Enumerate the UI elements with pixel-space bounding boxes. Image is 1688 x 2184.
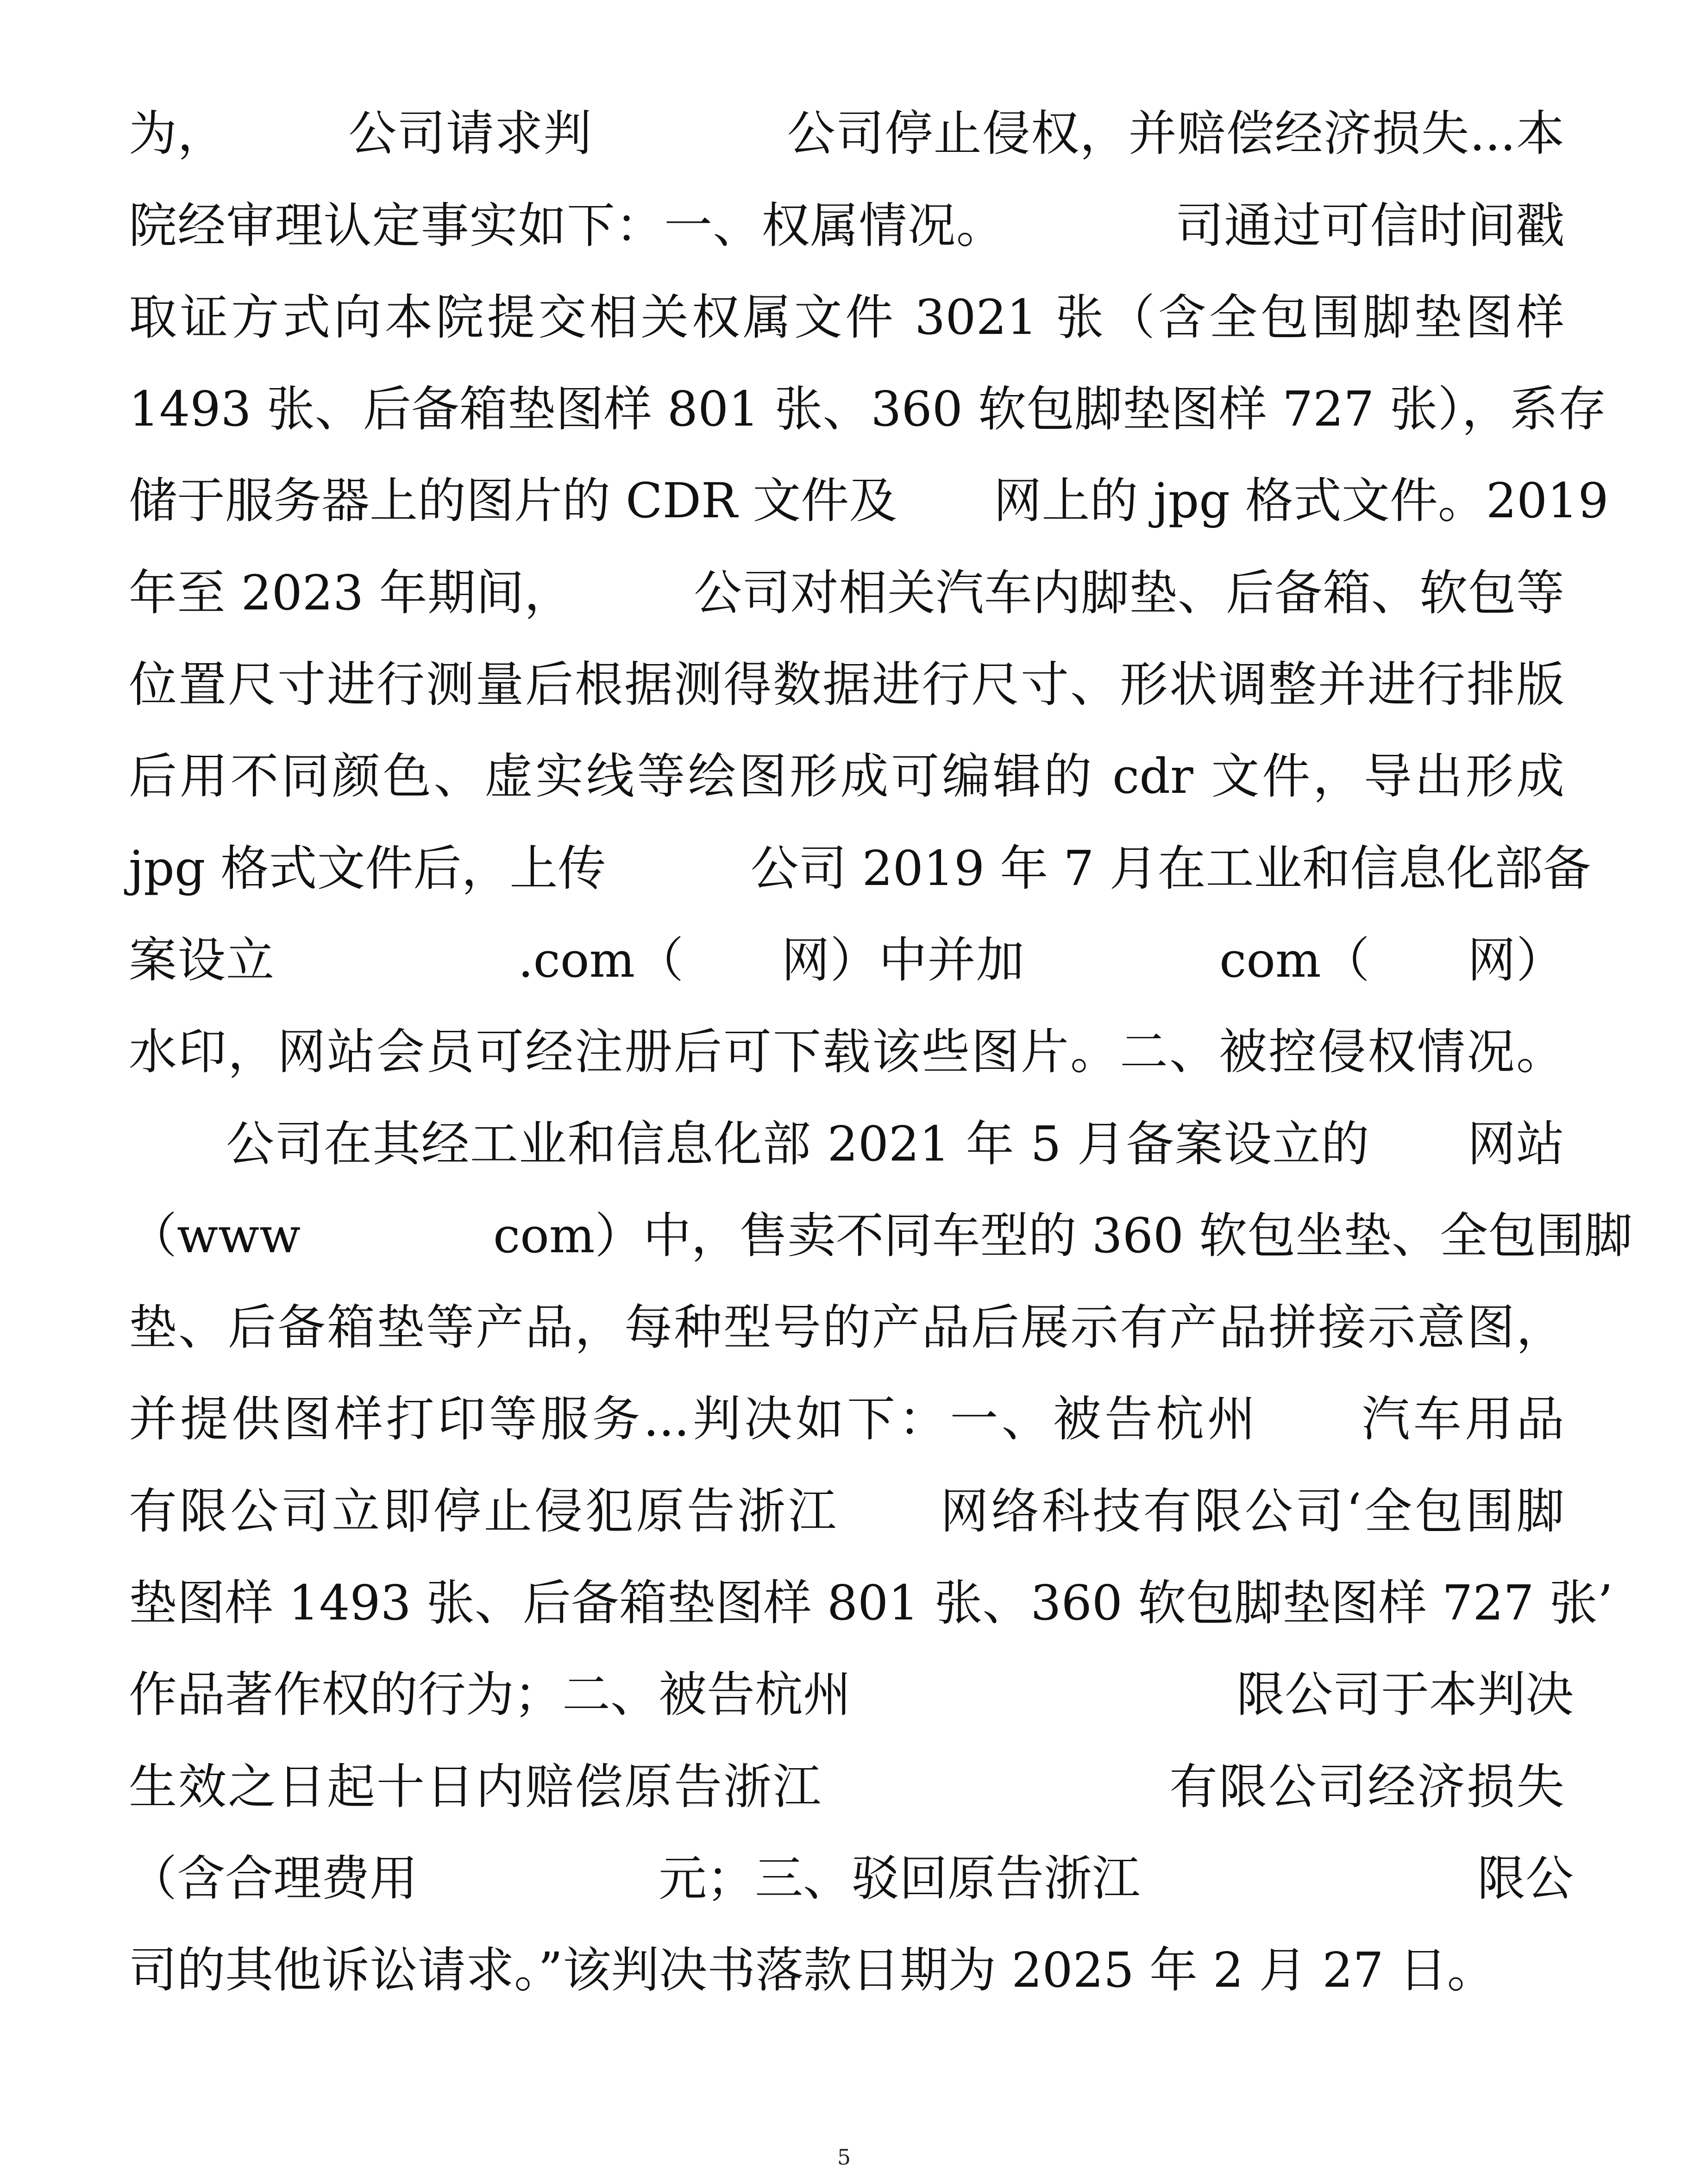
body-line-12: 公司在其经工业和信息化部 2021 年 5 月备案设立的 网站 bbox=[226, 1116, 1564, 1172]
body-line-7: 位置尺寸进行测量后根据测得数据进行尺寸、形状调整并进行排版 bbox=[129, 656, 1564, 713]
body-line-4: 1493 张、后备箱垫图样 801 张、360 软包脚垫图样 727 张），系存 bbox=[129, 381, 1606, 437]
body-line-17: 垫图样 1493 张、后备箱垫图样 801 张、360 软包脚垫图样 727 张’ bbox=[129, 1575, 1613, 1631]
body-line-9: jpg 格式文件后，上传 公司 2019 年 7 月在工业和信息化部备 bbox=[129, 840, 1591, 897]
body-line-14: 垫、后备箱垫等产品，每种型号的产品后展示有产品拼接示意图， bbox=[129, 1299, 1564, 1356]
page-number: 5 bbox=[837, 2145, 851, 2170]
body-line-21: 司的其他诉讼请求。”该判决书落款日期为 2025 年 2 月 27 日。 bbox=[129, 1942, 1495, 1998]
body-line-10: 案设立 .com（ 网）中并加 com（ 网） bbox=[129, 932, 1564, 988]
body-line-8: 后用不同颜色、虚实线等绘图形成可编辑的 cdr 文件，导出形成 bbox=[129, 748, 1564, 804]
body-line-16: 有限公司立即停止侵犯原告浙江 网络科技有限公司‘全包围脚 bbox=[129, 1483, 1564, 1539]
body-line-13: （www com）中，售卖不同车型的 360 软包坐垫、全包围脚 bbox=[129, 1207, 1633, 1264]
body-line-18: 作品著作权的行为；二、被告杭州 限公司于本判决 bbox=[129, 1666, 1574, 1723]
body-line-6: 年至 2023 年期间， 公司对相关汽车内脚垫、后备箱、软包等 bbox=[129, 565, 1564, 621]
body-line-11: 水印，网站会员可经注册后可下载该些图片。二、被控侵权情况。 bbox=[129, 1023, 1564, 1080]
body-line-20: （含合理费用 元；三、驳回原告浙江 限公 bbox=[129, 1850, 1574, 1907]
body-line-15: 并提供图样打印等服务...判决如下：一、被告杭州 汽车用品 bbox=[129, 1391, 1564, 1447]
body-line-2: 院经审理认定事实如下：一、权属情况。 司通过可信时间戳 bbox=[129, 197, 1564, 254]
body-line-1: 为， 公司请求判 公司停止侵权，并赔偿经济损失...本 bbox=[129, 105, 1564, 162]
body-line-5: 储于服务器上的图片的 CDR 文件及 网上的 jpg 格式文件。2019 bbox=[129, 472, 1609, 529]
body-line-19: 生效之日起十日内赔偿原告浙江 有限公司经济损失 bbox=[129, 1758, 1564, 1815]
body-line-3: 取证方式向本院提交相关权属文件 3021 张（含全包围脚垫图样 bbox=[129, 289, 1564, 345]
